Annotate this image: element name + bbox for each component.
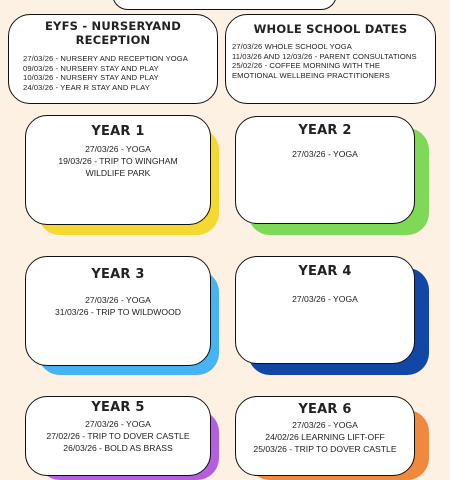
eyfs-item: 10/03/26 - NURSERY STAY AND PLAY: [23, 73, 159, 83]
year-6-title: YEAR 6: [298, 402, 352, 417]
year-2-title: YEAR 2: [298, 123, 352, 138]
year-6-item: 27/03/26 - YOGA: [292, 420, 358, 430]
top-header-box: [112, 0, 337, 10]
year-6-card: [235, 396, 415, 476]
whole-school-list: [232, 42, 435, 80]
year-5-item: 27/02/26 - TRIP TO DOVER CASTLE: [46, 431, 190, 441]
whole-school-item: 11/03/26 AND 12/03/26 - PARENT CONSULTATIONS: [232, 51, 417, 61]
eyfs-box: [8, 14, 218, 104]
year-5-item: 26/03/26 - BOLD AS BRASS: [63, 443, 173, 453]
year-5-item: 27/03/26 - YOGA: [85, 419, 151, 429]
eyfs-item: 27/03/26 - NURSERY AND RECEPTION YOGA: [23, 54, 188, 63]
year-1-item: 27/03/26 - YOGA: [85, 144, 151, 154]
year-4-list: [236, 293, 414, 305]
year-1-list: [26, 143, 210, 179]
year-5-title: YEAR 5: [91, 400, 145, 415]
year-3-title: YEAR 3: [91, 267, 145, 282]
whole-school-item: EMOTIONAL WELLBEING PRACTITIONERS: [232, 70, 390, 80]
whole-school-item: 27/03/26 WHOLE SCHOOL YOGA: [232, 42, 352, 51]
year-2-list: [236, 148, 414, 160]
year-5-card: [25, 396, 211, 476]
eyfs-list: [23, 54, 217, 92]
eyfs-item: 09/03/26 - NURSERY STAY AND PLAY: [23, 63, 159, 73]
eyfs-item: 24/03/26 - YEAR R STAY AND PLAY: [23, 82, 150, 92]
year-4-item: 27/03/26 - YOGA: [292, 294, 358, 304]
year-3-card: [25, 256, 211, 366]
whole-school-item: 25/02/26 - COFFEE MORNING WITH THE: [232, 61, 380, 71]
year-4-card: [235, 256, 415, 364]
year-1-item: WILDLIFE PARK: [85, 168, 151, 178]
year-2-card: [235, 116, 415, 224]
year-1-card: [25, 115, 211, 225]
year-3-list: [26, 294, 210, 318]
year-1-title: YEAR 1: [91, 124, 145, 139]
year-4-title: YEAR 4: [298, 264, 352, 279]
whole-school-box: [225, 14, 436, 104]
year-3-item: 31/03/26 - TRIP TO WILDWOOD: [55, 307, 181, 317]
year-1-item: 19/03/26 - TRIP TO WINGHAM: [58, 156, 178, 166]
eyfs-title: EYFS - NURSERYAND RECEPTION: [45, 19, 181, 47]
year-6-item: 24/02/26 LEARNING LIFT-OFF: [265, 432, 385, 442]
year-5-list: [26, 418, 210, 454]
year-2-item: 27/03/26 - YOGA: [292, 149, 358, 159]
whole-school-title: WHOLE SCHOOL DATES: [253, 22, 408, 36]
year-6-item: 25/03/26 - TRIP TO DOVER CASTLE: [253, 444, 397, 454]
year-3-item: 27/03/26 - YOGA: [85, 295, 151, 305]
